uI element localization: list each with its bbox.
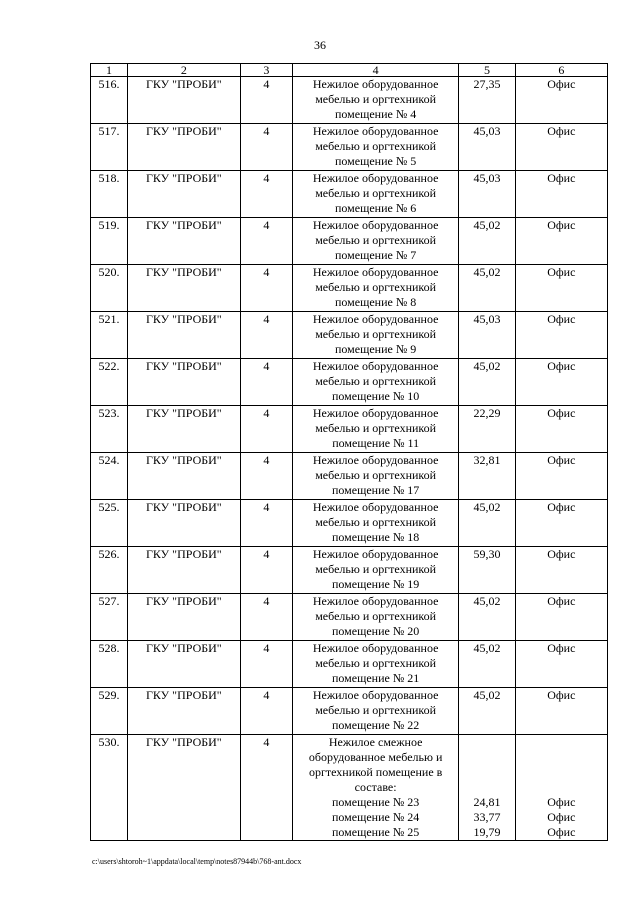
table-row (91, 77, 608, 124)
sub-room-area: 24,81 (473, 795, 501, 809)
header-cell: 1 (91, 64, 128, 77)
organization-cell: ГКУ "ПРОБИ" (127, 359, 240, 406)
description-line: помещение № 4 (334, 107, 417, 121)
organization-cell: ГКУ "ПРОБИ" (127, 265, 240, 312)
area-cell: 45,02 (459, 218, 515, 265)
row-number-cell: 523. (91, 406, 128, 453)
description-line: оборудованное мебелью и (308, 750, 443, 764)
floor-cell: 4 (240, 406, 292, 453)
description-line: мебелью и оргтехникой (315, 421, 437, 435)
description-line: мебелью и оргтехникой (315, 468, 437, 482)
table-row (91, 265, 608, 312)
row-number-cell: 524. (91, 453, 128, 500)
usage-cell: Офис (515, 453, 607, 500)
sub-room-area: 19,79 (473, 825, 501, 839)
organization-cell: ГКУ "ПРОБИ" (127, 641, 240, 688)
description-cell (293, 688, 459, 735)
floor-cell: 4 (240, 218, 292, 265)
header-row (91, 64, 608, 77)
floor-cell: 4 (240, 594, 292, 641)
description-line: мебелью и оргтехникой (315, 562, 437, 576)
property-table (90, 63, 608, 841)
spacer (461, 735, 512, 750)
table-row (91, 124, 608, 171)
usage-cell: Офис (515, 688, 607, 735)
description-line: помещение № 7 (334, 248, 417, 262)
description-line: Нежилое оборудованное (312, 124, 439, 138)
area-cell: 22,29 (459, 406, 515, 453)
organization-cell: ГКУ "ПРОБИ" (127, 406, 240, 453)
spacer (518, 750, 605, 765)
floor-cell: 4 (240, 500, 292, 547)
spacer (518, 780, 605, 795)
description-cell (293, 547, 459, 594)
description-line: мебелью и оргтехникой (315, 186, 437, 200)
area-cell: 45,02 (459, 359, 515, 406)
row-number-cell: 521. (91, 312, 128, 359)
table-row (91, 406, 608, 453)
spacer (461, 750, 512, 765)
description-line: Нежилое оборудованное (312, 312, 439, 326)
area-cell: 45,03 (459, 171, 515, 218)
description-line: помещение № 22 (331, 718, 420, 732)
usage-cell: Офис (515, 265, 607, 312)
description-line: составе: (354, 780, 397, 794)
spacer (518, 735, 605, 750)
area-cell: 45,02 (459, 641, 515, 688)
row-number-cell: 520. (91, 265, 128, 312)
description-line: Нежилое оборудованное (312, 77, 439, 91)
description-line: Нежилое оборудованное (312, 265, 439, 279)
usage-cell: Офис (515, 171, 607, 218)
description-line: мебелью и оргтехникой (315, 280, 437, 294)
description-line: мебелью и оргтехникой (315, 327, 437, 341)
description-line: помещение № 10 (331, 389, 420, 403)
floor-cell: 4 (240, 171, 292, 218)
description-line: помещение № 5 (334, 154, 417, 168)
description-line: мебелью и оргтехникой (315, 656, 437, 670)
usage-cell (515, 735, 607, 841)
row-number-cell: 522. (91, 359, 128, 406)
table-row (91, 359, 608, 406)
table-row (91, 688, 608, 735)
description-line: мебелью и оргтехникой (315, 139, 437, 153)
floor-cell: 4 (240, 735, 292, 841)
description-cell (293, 265, 459, 312)
description-line: мебелью и оргтехникой (315, 703, 437, 717)
description-cell (293, 641, 459, 688)
row-number-cell: 526. (91, 547, 128, 594)
description-line: помещение № 11 (332, 436, 420, 450)
footer-file-path: c:\users\shtoroh~1\appdata\local\temp\notes87944b\768-ant.docx (92, 857, 302, 866)
row-number-cell: 529. (91, 688, 128, 735)
row-number-cell: 518. (91, 171, 128, 218)
description-cell (293, 594, 459, 641)
table-body (91, 64, 608, 841)
floor-cell: 4 (240, 359, 292, 406)
description-line: мебелью и оргтехникой (315, 233, 437, 247)
header-cell: 4 (293, 64, 459, 77)
area-cell (459, 735, 515, 841)
description-cell (293, 406, 459, 453)
organization-cell: ГКУ "ПРОБИ" (127, 124, 240, 171)
description-cell (293, 218, 459, 265)
row-number-cell: 517. (91, 124, 128, 171)
organization-cell: ГКУ "ПРОБИ" (127, 218, 240, 265)
organization-cell: ГКУ "ПРОБИ" (127, 594, 240, 641)
organization-cell: ГКУ "ПРОБИ" (127, 547, 240, 594)
floor-cell: 4 (240, 124, 292, 171)
organization-cell: ГКУ "ПРОБИ" (127, 312, 240, 359)
spacer (518, 765, 605, 780)
sub-room-usage: Офис (547, 825, 576, 839)
table-row (91, 218, 608, 265)
description-line: мебелью и оргтехникой (315, 374, 437, 388)
header-cell: 2 (127, 64, 240, 77)
description-line: помещение № 6 (334, 201, 417, 215)
row-number-cell: 527. (91, 594, 128, 641)
description-cell (293, 735, 459, 841)
row-number-cell: 530. (91, 735, 128, 841)
table-row (91, 171, 608, 218)
area-cell: 45,02 (459, 594, 515, 641)
description-line: помещение № 20 (331, 624, 420, 638)
floor-cell: 4 (240, 312, 292, 359)
header-cell: 6 (515, 64, 607, 77)
area-cell: 45,03 (459, 312, 515, 359)
usage-cell: Офис (515, 359, 607, 406)
organization-cell: ГКУ "ПРОБИ" (127, 77, 240, 124)
description-line: помещение № 8 (334, 295, 417, 309)
description-line: Нежилое оборудованное (312, 171, 439, 185)
floor-cell: 4 (240, 641, 292, 688)
usage-cell: Офис (515, 406, 607, 453)
usage-cell: Офис (515, 77, 607, 124)
row-number-cell: 528. (91, 641, 128, 688)
description-line: помещение № 17 (331, 483, 420, 497)
description-line: Нежилое оборудованное (312, 218, 439, 232)
floor-cell: 4 (240, 547, 292, 594)
table-row (91, 594, 608, 641)
description-cell (293, 77, 459, 124)
description-line: мебелью и оргтехникой (315, 92, 437, 106)
description-line: Нежилое оборудованное (312, 547, 439, 561)
description-cell (293, 453, 459, 500)
floor-cell: 4 (240, 453, 292, 500)
header-cell: 5 (459, 64, 515, 77)
area-cell: 45,02 (459, 265, 515, 312)
description-line: Нежилое оборудованное (312, 594, 439, 608)
table-row (91, 453, 608, 500)
table-row (91, 500, 608, 547)
area-cell: 59,30 (459, 547, 515, 594)
table-row (91, 547, 608, 594)
organization-cell: ГКУ "ПРОБИ" (127, 688, 240, 735)
usage-cell: Офис (515, 124, 607, 171)
description-cell (293, 359, 459, 406)
usage-cell: Офис (515, 312, 607, 359)
sub-room-label: помещение № 24 (331, 810, 420, 824)
organization-cell: ГКУ "ПРОБИ" (127, 500, 240, 547)
usage-cell: Офис (515, 594, 607, 641)
description-line: Нежилое оборудованное (312, 453, 439, 467)
table-row-composite (91, 735, 608, 841)
organization-cell: ГКУ "ПРОБИ" (127, 171, 240, 218)
description-line: мебелью и оргтехникой (315, 515, 437, 529)
table-row (91, 312, 608, 359)
row-number-cell: 525. (91, 500, 128, 547)
description-cell (293, 171, 459, 218)
sub-room-usage: Офис (547, 810, 576, 824)
floor-cell: 4 (240, 77, 292, 124)
spacer (461, 780, 512, 795)
organization-cell: ГКУ "ПРОБИ" (127, 735, 240, 841)
description-line: помещение № 18 (331, 530, 420, 544)
area-cell: 32,81 (459, 453, 515, 500)
table-row (91, 641, 608, 688)
row-number-cell: 516. (91, 77, 128, 124)
area-cell: 45,02 (459, 688, 515, 735)
description-line: помещение № 19 (331, 577, 420, 591)
description-cell (293, 500, 459, 547)
description-line: мебелью и оргтехникой (315, 609, 437, 623)
description-line: Нежилое смежное (328, 735, 423, 749)
description-line: помещение № 21 (331, 671, 420, 685)
sub-room-usage: Офис (547, 795, 576, 809)
description-line: Нежилое оборудованное (312, 500, 439, 514)
page-number: 36 (314, 38, 326, 52)
usage-cell: Офис (515, 547, 607, 594)
row-number-cell: 519. (91, 218, 128, 265)
description-line: оргтехникой помещение в (308, 765, 443, 779)
usage-cell: Офис (515, 218, 607, 265)
sub-room-label: помещение № 25 (331, 825, 420, 839)
description-line: Нежилое оборудованное (312, 406, 439, 420)
area-cell: 27,35 (459, 77, 515, 124)
description-line: Нежилое оборудованное (312, 359, 439, 373)
organization-cell: ГКУ "ПРОБИ" (127, 453, 240, 500)
header-cell: 3 (240, 64, 292, 77)
description-line: Нежилое оборудованное (312, 641, 439, 655)
description-cell (293, 124, 459, 171)
sub-room-label: помещение № 23 (331, 795, 420, 809)
description-line: помещение № 9 (334, 342, 417, 356)
sub-room-area: 33,77 (473, 810, 501, 824)
usage-cell: Офис (515, 500, 607, 547)
usage-cell: Офис (515, 641, 607, 688)
floor-cell: 4 (240, 688, 292, 735)
area-cell: 45,02 (459, 500, 515, 547)
floor-cell: 4 (240, 265, 292, 312)
description-cell (293, 312, 459, 359)
spacer (461, 765, 512, 780)
area-cell: 45,03 (459, 124, 515, 171)
description-line: Нежилое оборудованное (312, 688, 439, 702)
